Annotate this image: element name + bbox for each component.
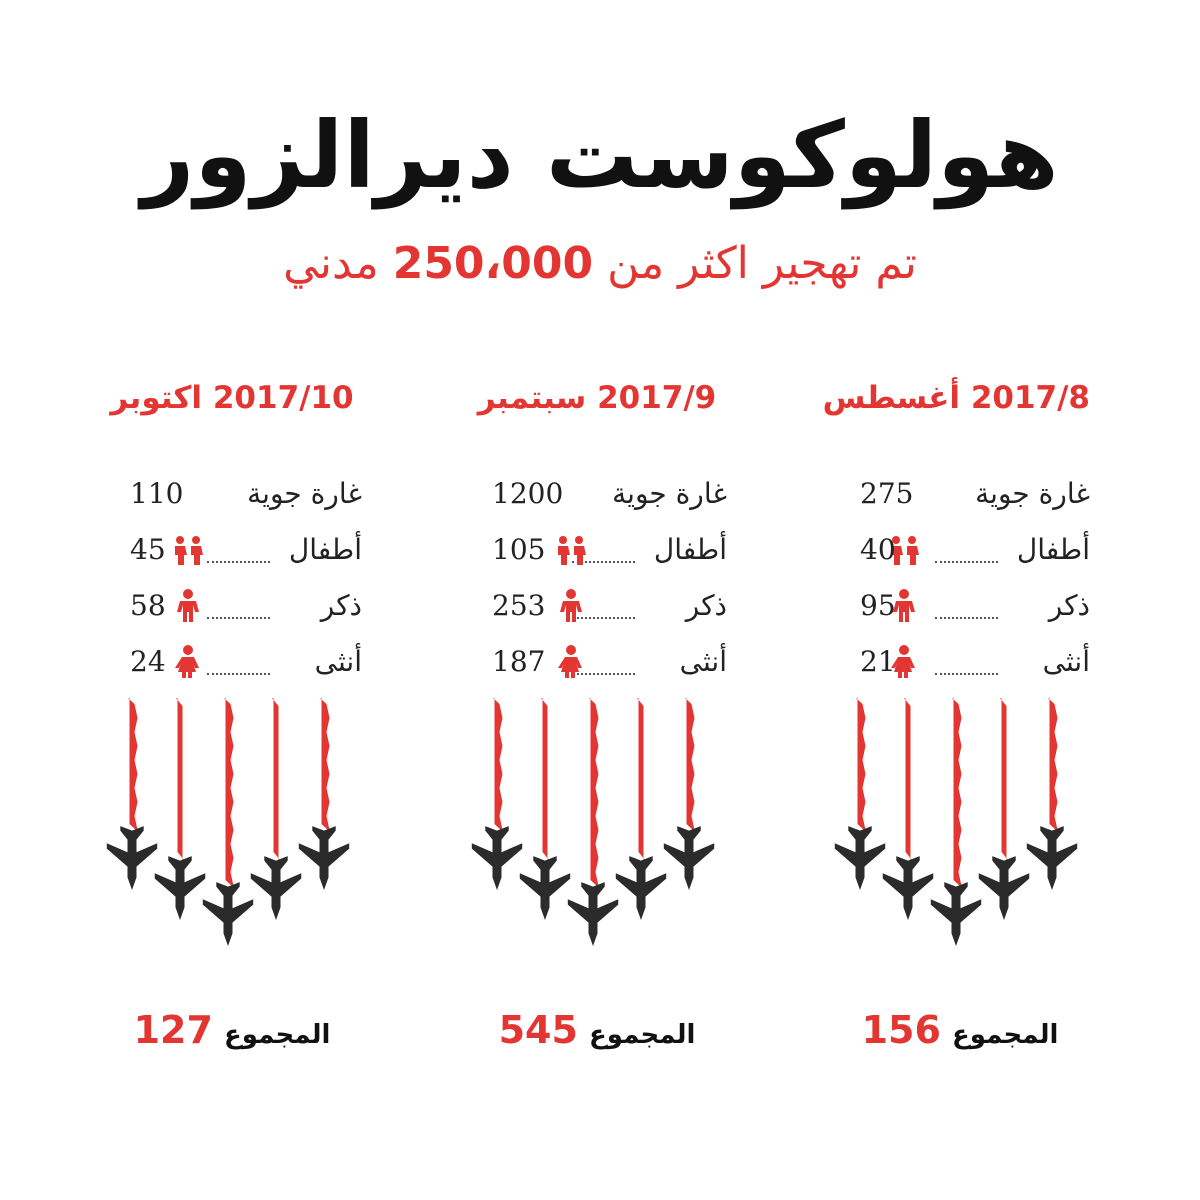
stat-airstrikes (467, 474, 727, 514)
male-label: ذكر (320, 589, 362, 622)
fighter-jet-icon (1027, 826, 1077, 890)
red-trail (1048, 698, 1058, 830)
red-trail (224, 698, 234, 886)
female-value: 24 (130, 645, 166, 678)
month-name: اكتوبر (110, 380, 203, 416)
total-value: 127 (133, 1008, 213, 1052)
airstrikes-value: 275 (860, 477, 914, 510)
month-date: 2017/10 (212, 380, 354, 416)
male-value: 95 (860, 589, 896, 622)
dotted-leader (935, 561, 998, 563)
fighter-jet-icon (616, 856, 666, 920)
male-label: ذكر (685, 589, 727, 622)
month-name: سبتمبر (477, 380, 587, 416)
airstrikes-value: 110 (130, 477, 184, 510)
female-figure-icon (170, 644, 206, 680)
stat-male (467, 586, 727, 626)
month-total (830, 1008, 1090, 1052)
subtitle-prefix: تم تهجير اكثر من (607, 238, 917, 289)
red-trail (176, 698, 184, 860)
month-total (102, 1008, 362, 1052)
female-label: أنثى (314, 645, 362, 678)
month-header (102, 380, 362, 416)
subtitle-suffix: مدني (283, 238, 379, 289)
airstrikes-label: غارة جوية (247, 477, 362, 510)
stat-female (467, 642, 727, 682)
fighter-jet-icon (472, 826, 522, 890)
fighter-jet-icon (107, 826, 157, 890)
red-trail (493, 698, 503, 830)
red-trail (904, 698, 912, 860)
total-label: المجموع (589, 1020, 696, 1050)
children-value: 105 (492, 533, 546, 566)
male-figure-icon (170, 588, 206, 624)
fighter-jet-icon (979, 856, 1029, 920)
female-label: أنثى (679, 645, 727, 678)
airstrike-graphic (467, 690, 727, 970)
airstrike-2 (883, 698, 933, 920)
month-column-september (467, 370, 727, 1070)
subtitle-number: 250،000 (392, 238, 594, 289)
female-value: 21 (860, 645, 896, 678)
airstrike-5 (1027, 698, 1077, 890)
dotted-leader (207, 617, 270, 619)
stat-airstrikes (102, 474, 362, 514)
fighter-jet-icon (203, 882, 253, 946)
stat-airstrikes (830, 474, 1090, 514)
airstrike-1 (472, 698, 522, 890)
month-total (467, 1008, 727, 1052)
airstrike-4 (251, 698, 301, 920)
month-date: 2017/8 (970, 380, 1090, 416)
month-column-august (822, 370, 1090, 1070)
total-label: المجموع (224, 1020, 331, 1050)
red-trail (272, 698, 280, 860)
month-header (467, 380, 727, 416)
stat-children (102, 530, 362, 570)
airstrike-2 (520, 698, 570, 920)
airstrike-3 (931, 698, 981, 946)
red-trail (589, 698, 599, 886)
children-label: أطفال (288, 533, 362, 566)
stat-children (467, 530, 727, 570)
total-label: المجموع (952, 1020, 1059, 1050)
airstrikes-label: غارة جوية (975, 477, 1090, 510)
airstrike-1 (835, 698, 885, 890)
two-children-icon (553, 532, 589, 568)
page-title: هولوكوست ديرالزور (141, 102, 1059, 209)
red-trail (952, 698, 962, 886)
fighter-jet-icon (251, 856, 301, 920)
airstrike-3 (568, 698, 618, 946)
total-value: 545 (498, 1008, 578, 1052)
fighter-jet-icon (299, 826, 349, 890)
airstrike-5 (664, 698, 714, 890)
dotted-leader (935, 673, 998, 675)
fighter-jet-icon (520, 856, 570, 920)
fighter-jet-icon (883, 856, 933, 920)
airstrike-1 (107, 698, 157, 890)
children-value: 45 (130, 533, 166, 566)
month-header (822, 380, 1090, 416)
male-value: 253 (492, 589, 546, 622)
page-subtitle (0, 240, 1200, 288)
total-value: 156 (861, 1008, 941, 1052)
female-label: أنثى (1042, 645, 1090, 678)
dotted-leader (935, 617, 998, 619)
month-date: 2017/9 (597, 380, 717, 416)
airstrikes-label: غارة جوية (612, 477, 727, 510)
airstrikes-value: 1200 (492, 477, 564, 510)
airstrike-2 (155, 698, 205, 920)
male-figure-icon (553, 588, 589, 624)
fighter-jet-icon (835, 826, 885, 890)
airstrike-4 (979, 698, 1029, 920)
children-value: 40 (860, 533, 896, 566)
male-value: 58 (130, 589, 166, 622)
children-label: أطفال (1016, 533, 1090, 566)
two-children-icon (170, 532, 206, 568)
dotted-leader (207, 561, 270, 563)
red-trail (1000, 698, 1008, 860)
female-figure-icon (553, 644, 589, 680)
airstrike-graphic (830, 690, 1090, 970)
female-value: 187 (492, 645, 546, 678)
stat-female (102, 642, 362, 682)
stat-male (830, 586, 1090, 626)
red-trail (856, 698, 866, 830)
airstrike-4 (616, 698, 666, 920)
month-column-october (102, 370, 362, 1070)
red-trail (320, 698, 330, 830)
dotted-leader (207, 673, 270, 675)
red-trail (685, 698, 695, 830)
fighter-jet-icon (568, 882, 618, 946)
fighter-jet-icon (664, 826, 714, 890)
red-trail (541, 698, 549, 860)
stat-children (830, 530, 1090, 570)
stat-female (830, 642, 1090, 682)
month-name: أغسطس (822, 380, 961, 416)
fighter-jet-icon (931, 882, 981, 946)
airstrike-5 (299, 698, 349, 890)
male-label: ذكر (1048, 589, 1090, 622)
airstrike-3 (203, 698, 253, 946)
red-trail (637, 698, 645, 860)
fighter-jet-icon (155, 856, 205, 920)
red-trail (128, 698, 138, 830)
airstrike-graphic (102, 690, 362, 970)
children-label: أطفال (653, 533, 727, 566)
stat-male (102, 586, 362, 626)
